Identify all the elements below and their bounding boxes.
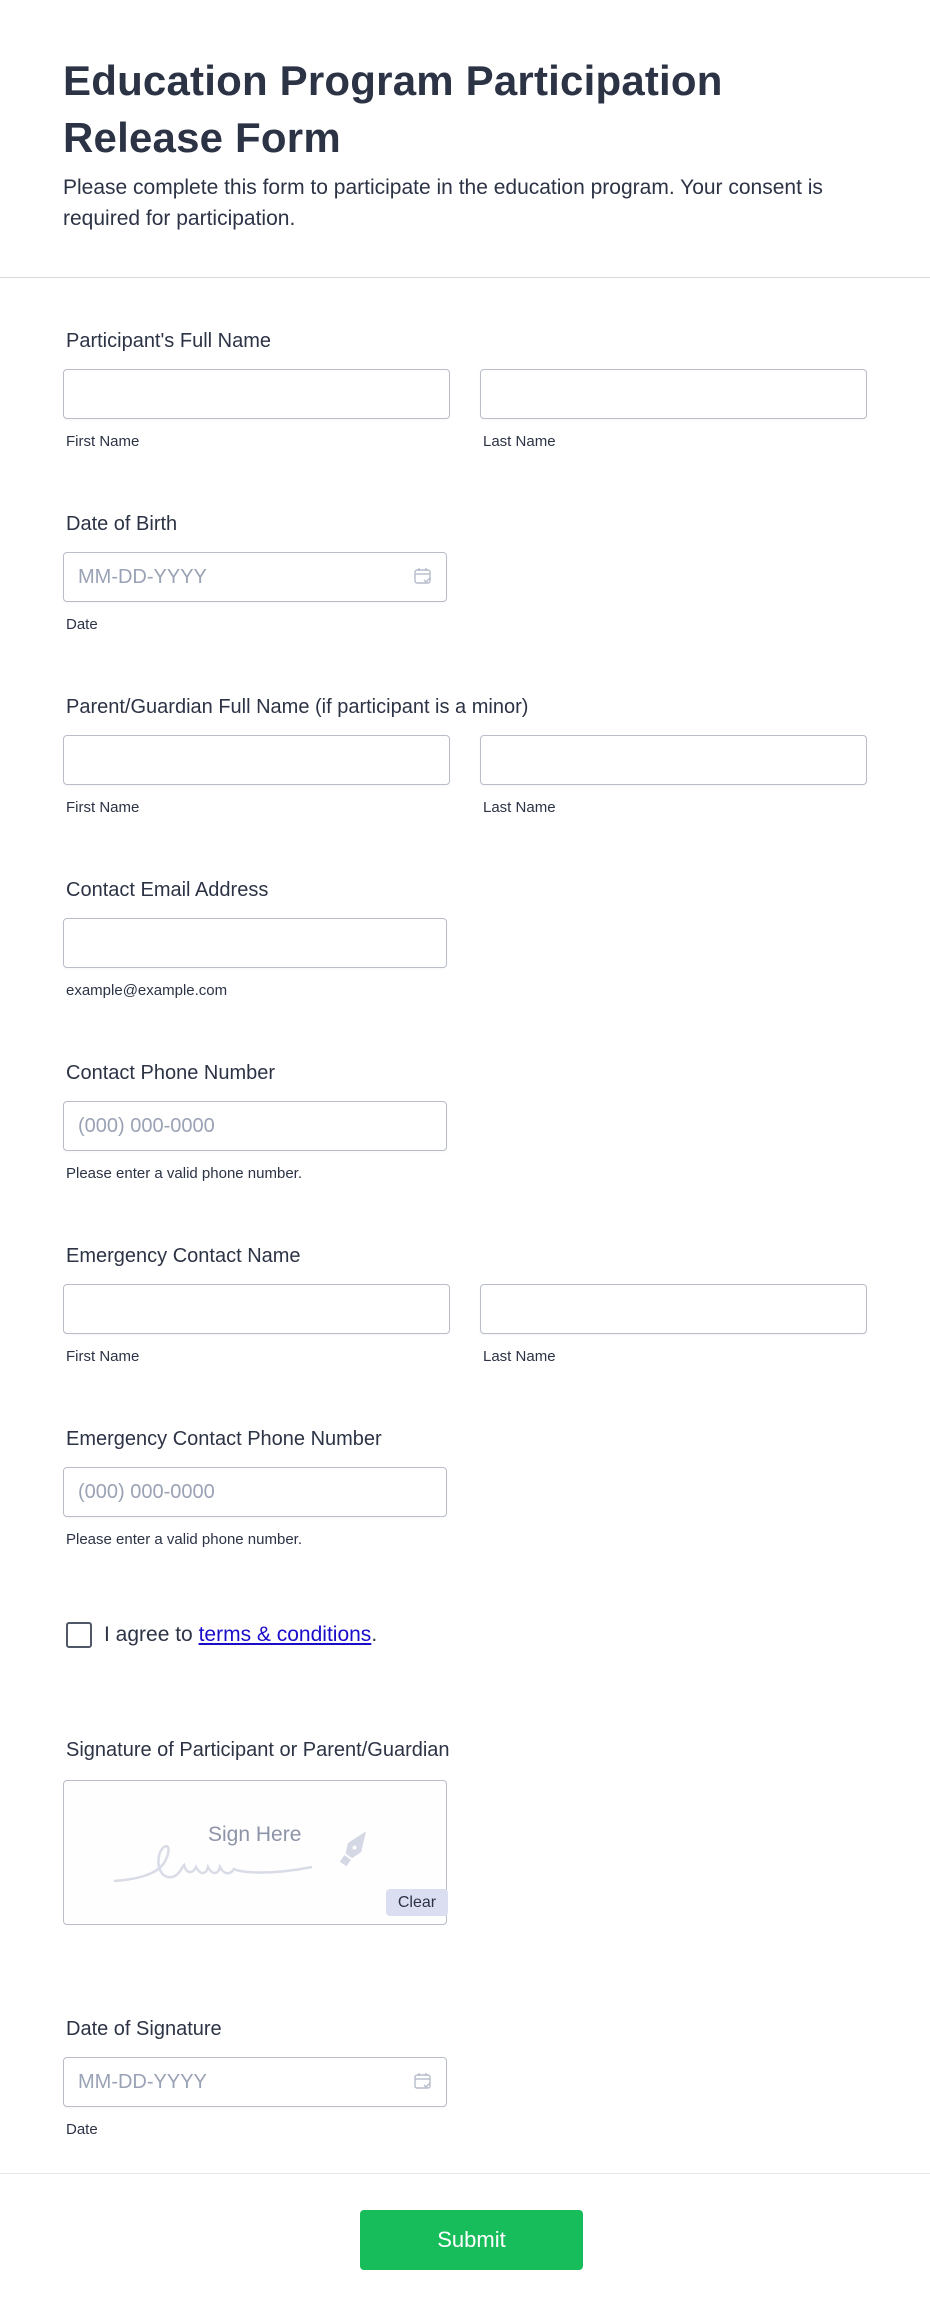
terms-prefix: I agree to [104,1623,199,1646]
phone-field-group [63,1060,447,1183]
email-label: Contact Email Address [66,879,269,901]
terms-checkbox[interactable] [66,1622,92,1648]
emergency-phone-input[interactable] [63,1467,447,1517]
sig-date-sublabel: Date [66,2121,98,2138]
guardian-first-name-sublabel: First Name [66,799,140,816]
guardian-name-label: Parent/Guardian Full Name (if participant is a minor) [66,696,529,718]
email-input[interactable] [63,918,447,968]
emergency-phone-label: Emergency Contact Phone Number [66,1428,382,1450]
terms-link[interactable]: terms & conditions [198,1623,372,1646]
calendar-icon[interactable] [413,566,433,586]
emergency-phone-sublabel: Please enter a valid phone number. [66,1531,302,1548]
emergency-last-name-sublabel: Last Name [483,1348,556,1365]
dob-field [63,511,447,634]
guardian-name-field [63,694,867,817]
signature-placeholder: Sign Here [208,1823,302,1846]
submit-button[interactable]: Submit [360,2210,583,2270]
guardian-last-name-input[interactable] [480,735,867,785]
form-footer [0,2173,930,2318]
participant-first-name-sublabel: First Name [66,433,140,450]
sig-date-input[interactable] [63,2057,447,2107]
phone-sublabel: Please enter a valid phone number. [66,1165,302,1182]
sig-date-field [63,2016,447,2139]
emergency-first-name-input[interactable] [63,1284,450,1334]
participant-last-name-sublabel: Last Name [483,433,556,450]
signature-field [63,1737,450,1925]
phone-input[interactable] [63,1101,447,1151]
emergency-phone-field-group [63,1426,447,1549]
participant-name-field [63,328,867,451]
form-subtitle: Please complete this form to participate in the education program. Your consent is required for participation. [63,176,823,230]
terms-suffix: . [371,1623,378,1646]
dob-input[interactable] [63,552,447,602]
signature-label: Signature of Participant or Parent/Guardian [66,1739,450,1761]
participant-name-label: Participant's Full Name [66,330,271,352]
guardian-last-name-sublabel: Last Name [483,799,556,816]
emergency-first-name-sublabel: First Name [66,1348,140,1365]
guardian-first-name-input[interactable] [63,735,450,785]
phone-label: Contact Phone Number [66,1062,276,1084]
email-sublabel: example@example.com [66,982,228,999]
emergency-name-label: Emergency Contact Name [66,1245,301,1267]
participant-first-name-input[interactable] [63,369,450,419]
signature-clear-button[interactable]: Clear [386,1889,448,1916]
terms-text [104,1623,377,1647]
form-title: Education Program Participation Release Form [63,57,723,161]
dob-label: Date of Birth [66,513,178,535]
emergency-name-field [63,1243,867,1366]
calendar-icon[interactable] [413,2071,433,2091]
emergency-last-name-input[interactable] [480,1284,867,1334]
participant-last-name-input[interactable] [480,369,867,419]
dob-sublabel: Date [66,616,98,633]
form-header [0,0,930,278]
sig-date-label: Date of Signature [66,2018,222,2040]
terms-field [63,1622,377,1648]
email-field-group [63,877,447,1000]
